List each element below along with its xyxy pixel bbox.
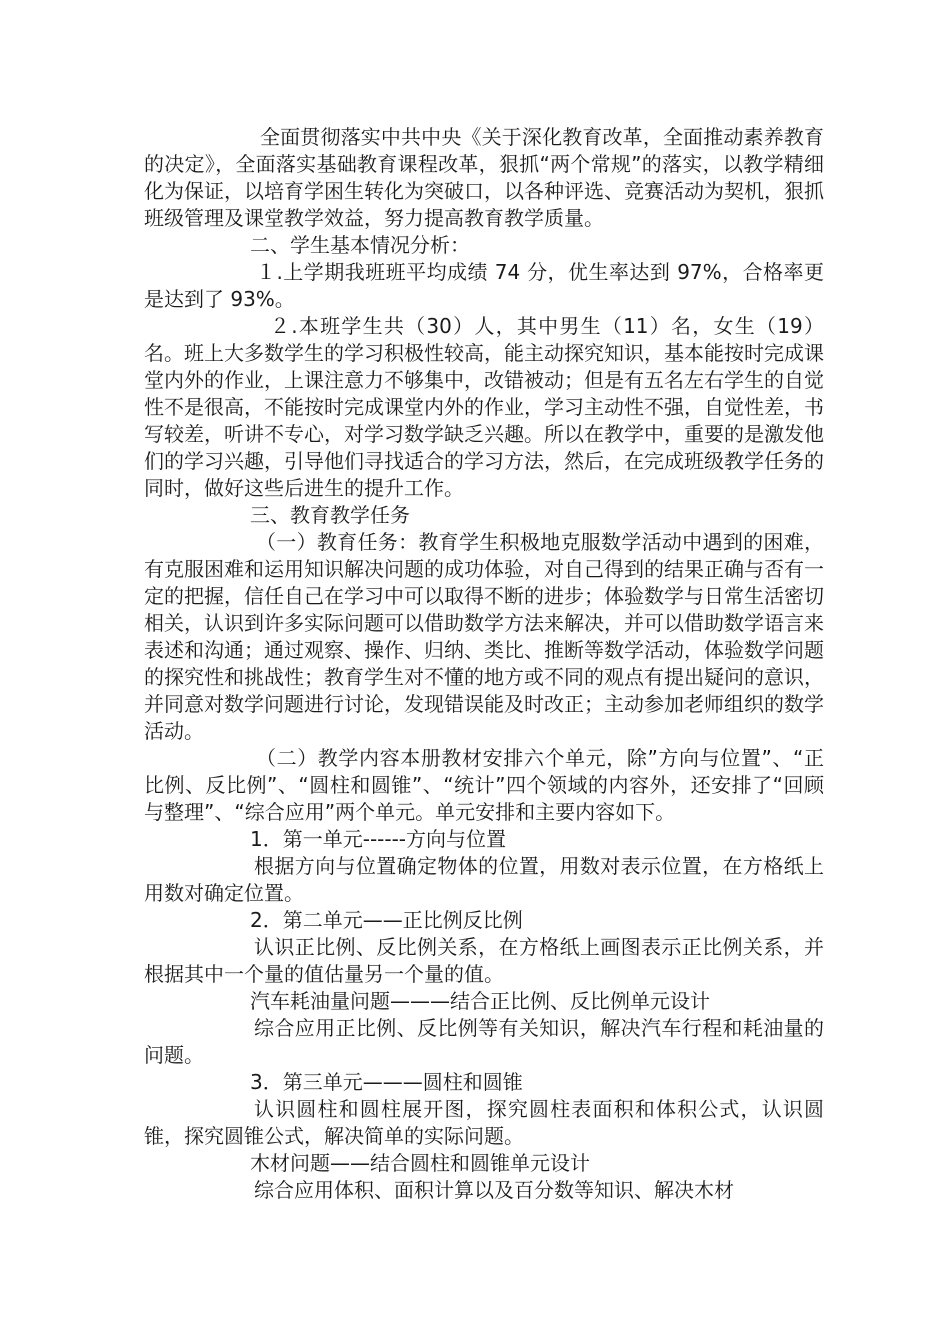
fuel-problem-description: 综合应用正比例、反比例等有关知识，解决汽车行程和耗油量的问题。: [144, 1016, 824, 1067]
intro-paragraph: 全面贯彻落实中共中央《关于深化教育改革，全面推动素养教育的决定》，全面落实基础教育课程改革，狠抓“两个常规”的落实，以教学精细化为保证，以培育学困生转化为突破口，以各种评选、竞赛活动为契机，狠抓班级管理及课堂教学效益，努力提高教育教学质量。: [144, 125, 824, 230]
unit-1-heading: 1．第一单元------方向与位置: [250, 827, 507, 851]
unit-2-heading: 2．第二单元——正比例反比例: [250, 908, 523, 932]
unit-1-description: 根据方向与位置确定物体的位置，用数对表示位置，在方格纸上用数对确定位置。: [144, 854, 824, 905]
document-body: [144, 124, 824, 1204]
teaching-content-paragraph: （二）教学内容本册教材安排六个单元，除”方向与位置”、“正比例、反比例”、“圆柱和圆锥”、“统计”四个领域的内容外，还安排了“回顾与整理”、“综合应用”两个单元。单元安排和主要内容如下。: [144, 746, 824, 824]
unit-3-heading: 3．第三单元———圆柱和圆锥: [250, 1070, 523, 1094]
unit-2-description: 认识正比例、反比例关系，在方格纸上画图表示正比例关系，并根据其中一个量的值估量另一个量的值。: [144, 935, 824, 986]
education-task-paragraph: （一）教育任务：教育学生积极地克服数学活动中遇到的困难，有克服困难和运用知识解决问题的成功体验，对自己得到的结果正确与否有一定的把握，信任自己在学习中可以取得不断的进步；体验数学与日常生活密切相关，认识到许多实际问题可以借助数学方法来解决，并可以借助数学语言来表述和沟通；通过观察、操作、归纳、类比、推断等数学活动，体验数学问题的探究性和挑战性；教育学生对不懂的地方或不同的观点有提出疑问的意识，并同意对数学问题进行讨论，发现错误能及时改正；主动参加老师组织的数学活动。: [144, 530, 824, 743]
student-analysis-item-2: ２.本班学生共（30）人，其中男生（11）名，女生（19）名。班上大多数学生的学习积极性较高，能主动探究知识，基本能按时完成课堂内外的作业，上课注意力不够集中，改错被动；但是有五名左右学生的自觉性不是很高，不能按时完成课堂内外的作业，学习主动性不强，自觉性差，书写较差，听讲不专心，对学习数学缺乏兴趣。所以在教学中，重要的是激发他们的学习兴趣，引导他们寻找适合的学习方法，然后，在完成班级教学任务的同时，做好这些后进生的提升工作。: [144, 314, 824, 500]
section-heading-2: 二、学生基本情况分析：: [250, 233, 470, 257]
student-analysis-item-1: １.上学期我班班平均成绩 74 分，优生率达到 97%，合格率更是达到了 93%。: [144, 260, 824, 311]
unit-3-description: 认识圆柱和圆柱展开图，探究圆柱表面积和体积公式，认识圆锥，探究圆锥公式，解决简单的实际问题。: [144, 1097, 824, 1148]
wood-problem-description: 综合应用体积、面积计算以及百分数等知识、解决木材: [254, 1178, 734, 1202]
section-heading-3: 三、教育教学任务: [250, 503, 410, 527]
wood-problem-heading: 木材问题——结合圆柱和圆锥单元设计: [250, 1151, 590, 1175]
fuel-problem-heading: 汽车耗油量问题———结合正比例、反比例单元设计: [250, 989, 710, 1013]
